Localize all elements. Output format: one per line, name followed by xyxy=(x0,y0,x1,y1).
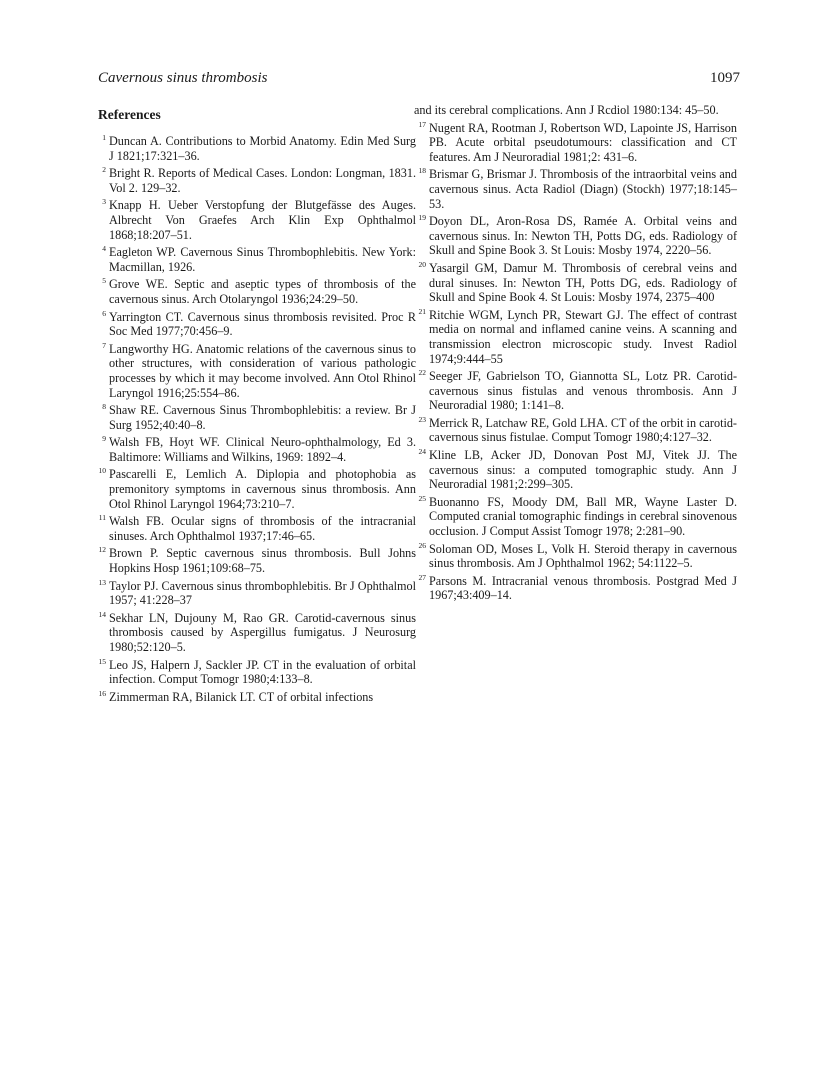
reference-number: 4 xyxy=(102,244,106,254)
reference-text: Merrick R, Latchaw RE, Gold LHA. CT of the orbit in carotid-cavernous sinus fistulae. Comput Tomogr 1980;4:127–32. xyxy=(429,415,737,445)
reference-item xyxy=(94,435,416,464)
reference-number: 17 xyxy=(418,119,426,129)
reference-item xyxy=(94,198,416,242)
reference-text: Bright R. Reports of Medical Cases. London: Longman, 1831. Vol 2. 129–32. xyxy=(109,166,416,195)
reference-text: Yasargil GM, Damur M. Thrombosis of cerebral veins and dural sinuses. In: Newton TH, Potts DG, eds. Radiology of Skull and Spine Book 4. St Louis: Mosby 1974, 2375–400 xyxy=(429,260,737,305)
references-right-column xyxy=(414,103,737,606)
reference-number: 22 xyxy=(418,368,426,378)
reference-number: 25 xyxy=(418,493,426,503)
reference-text: Eagleton WP. Cavernous Sinus Thrombophlebitis. New York: Macmillan, 1926. xyxy=(109,245,416,274)
reference-number: 6 xyxy=(102,308,106,318)
reference-item xyxy=(414,574,737,603)
reference-item xyxy=(414,448,737,492)
reference-item xyxy=(94,467,416,511)
reference-text: Kline LB, Acker JD, Donovan Post MJ, Vitek JJ. The cavernous sinus: a computed tomographic study. Ann J Neuroradial 1981;2:299–305. xyxy=(429,448,737,492)
reference-number: 1 xyxy=(102,133,106,142)
reference-number: 5 xyxy=(102,276,106,286)
reference-text: Shaw RE. Cavernous Sinus Thrombophlebitis: a review. Br J Surg 1952;40:40–8. xyxy=(109,403,416,432)
reference-number: 2 xyxy=(102,165,106,175)
reference-item xyxy=(94,310,416,339)
reference-item xyxy=(414,214,737,258)
reference-text: Duncan A. Contributions to Morbid Anatomy. Edin Med Surg J 1821;17:321–36. xyxy=(109,134,416,163)
reference-item xyxy=(94,611,416,655)
reference-number: 18 xyxy=(418,166,426,176)
reference-number: 7 xyxy=(102,340,106,350)
reference-item xyxy=(414,308,737,366)
reference-text: Sekhar LN, Dujouny M, Rao GR. Carotid-cavernous sinus thrombosis caused by Aspergillus fumigatus. J Neurosurg 1980;52:120–5. xyxy=(109,610,416,654)
reference-text: Nugent RA, Rootman J, Robertson WD, Lapointe JS, Harrison PB. Acute orbital pseudotumours: classification and CT features. Am J Neuroradial 1981;2: 431–6. xyxy=(429,120,737,164)
reference-item xyxy=(94,690,416,705)
reference-text: Grove WE. Septic and aseptic types of thrombosis of the cavernous sinus. Arch Otolaryngol 1936;24:29–50. xyxy=(109,277,416,306)
reference-text: Soloman OD, Moses L, Volk H. Steroid therapy in cavernous sinus thrombosis. Am J Ophthalmol 1962; 54:1122–5. xyxy=(429,541,737,571)
reference-item xyxy=(94,579,416,608)
reference-text: Knapp H. Ueber Verstopfung der Blutgefässe des Auges. Albrecht Von Graefes Arch Klin Exp Ophthalmol 1868;18:207–51. xyxy=(109,198,416,242)
references-left-column xyxy=(94,134,416,707)
reference-text: Walsh FB. Ocular signs of thrombosis of the intracranial sinuses. Arch Ophthalmol 1937;17:46–65. xyxy=(109,514,416,543)
reference-number: 15 xyxy=(98,656,106,666)
reference-number: 24 xyxy=(418,447,426,457)
reference-text: Brismar G, Brismar J. Thrombosis of the intraorbital veins and cavernous sinus. Acta Radiol (Diagn) (Stockh) 1977;18:145–53. xyxy=(429,167,737,211)
reference-item xyxy=(414,495,737,539)
reference-number: 3 xyxy=(102,197,106,207)
reference-item xyxy=(414,542,737,571)
reference-item xyxy=(94,245,416,274)
reference-item xyxy=(414,369,737,413)
reference-number: 27 xyxy=(418,572,426,582)
reference-text: Walsh FB, Hoyt WF. Clinical Neuro-ophthalmology, Ed 3. Baltimore: Williams and Wilkins, 1969: 1892–4. xyxy=(109,435,416,464)
reference-item xyxy=(94,134,416,163)
reference-continuation: and its cerebral complications. Ann J Rcdiol 1980:134: 45–50. xyxy=(414,103,719,117)
reference-text: Brown P. Septic cavernous sinus thrombosis. Bull Johns Hopkins Hosp 1961;109:68–75. xyxy=(109,546,416,576)
reference-number: 13 xyxy=(98,577,106,587)
reference-number: 9 xyxy=(102,434,106,444)
reference-text: Zimmerman RA, Bilanick LT. CT of orbital infections xyxy=(109,689,374,704)
reference-text: Doyon DL, Aron-Rosa DS, Ramée A. Orbital veins and cavernous sinus. In: Newton TH, Potts DG, eds. Radiology of Skull and Spine Book 3. St Louis: Mosby 1974, 2220–56. xyxy=(429,214,737,258)
reference-number: 23 xyxy=(418,414,426,424)
reference-item xyxy=(94,403,416,432)
reference-item xyxy=(414,416,737,445)
reference-number: 20 xyxy=(418,259,426,269)
reference-text: Pascarelli E, Lemlich A. Diplopia and photophobia as premonitory symptoms in cavernous sinus thrombosis. Ann Otol Rhinol Laryngol 1964;73:210–7. xyxy=(109,467,416,511)
reference-text: Seeger JF, Gabrielson TO, Giannotta SL, Lotz PR. Carotid-cavernous sinus fistulas and venous thrombosis. Ann J Neuroradial 1980; 1:141–8. xyxy=(429,369,737,413)
reference-item xyxy=(414,167,737,211)
reference-item xyxy=(94,342,416,400)
reference-item xyxy=(94,166,416,195)
reference-text: Leo JS, Halpern J, Sackler JP. CT in the evaluation of orbital infection. Comput Tomogr 1980;4:133–8. xyxy=(109,657,416,687)
section-title: References xyxy=(98,107,161,122)
reference-number: 12 xyxy=(98,545,106,555)
reference-item xyxy=(414,121,737,165)
page-number: 1097 xyxy=(710,70,740,86)
reference-number: 26 xyxy=(418,540,426,550)
reference-number: 21 xyxy=(418,306,426,316)
reference-text: Parsons M. Intracranial venous thrombosis. Postgrad Med J 1967;43:409–14. xyxy=(429,573,737,603)
reference-item xyxy=(94,514,416,543)
reference-item xyxy=(94,277,416,306)
reference-text: Langworthy HG. Anatomic relations of the cavernous sinus to other structures, with consideration of various pathologic processes by which it may become involved. Ann Otol Rhinol Laryngol 1916;25:554–86. xyxy=(109,341,416,400)
reference-number: 14 xyxy=(98,609,106,619)
reference-item xyxy=(414,261,737,305)
reference-text: Taylor PJ. Cavernous sinus thrombophlebitis. Br J Ophthalmol 1957; 41:228–37 xyxy=(109,578,416,608)
reference-item xyxy=(94,658,416,687)
reference-number: 11 xyxy=(98,513,106,523)
reference-number: 10 xyxy=(98,466,106,476)
reference-number: 8 xyxy=(102,402,106,412)
running-title: Cavernous sinus thrombosis xyxy=(98,70,268,86)
reference-number: 16 xyxy=(98,688,106,698)
reference-item xyxy=(94,546,416,575)
reference-number: 19 xyxy=(418,213,426,223)
reference-text: Ritchie WGM, Lynch PR, Stewart GJ. The effect of contrast media on normal and inflamed canine veins. A scanning and transmission electron microscopic study. Invest Radiol 1974;9:444–55 xyxy=(429,307,737,366)
reference-text: Buonanno FS, Moody DM, Ball MR, Wayne Laster D. Computed cranial tomographic findings in cerebral sinovenous occlusion. J Comput Assist Tomogr 1978; 2:281–90. xyxy=(429,494,737,539)
reference-text: Yarrington CT. Cavernous sinus thrombosis revisited. Proc R Soc Med 1977;70:456–9. xyxy=(109,309,416,339)
